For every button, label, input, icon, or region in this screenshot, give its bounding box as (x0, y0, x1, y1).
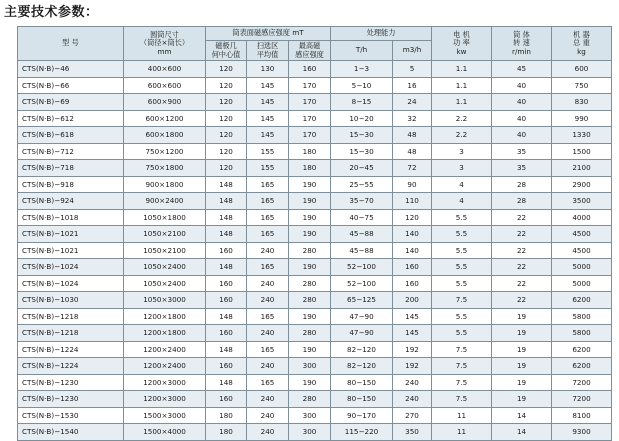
cell-capacity-tph: 47−90 (331, 325, 393, 342)
cell-sweep-average: 240 (247, 358, 289, 375)
cell-model: CTS(N·B)−1530 (18, 407, 124, 424)
cell-capacity-tph: 40−75 (331, 209, 393, 226)
cell-max-induction: 190 (289, 374, 331, 391)
cell-drum-speed: 22 (492, 275, 552, 292)
cell-capacity-tph: 80−150 (331, 391, 393, 408)
cell-max-induction: 280 (289, 292, 331, 309)
cell-motor-power: 1.1 (432, 94, 492, 111)
cell-drum-size: 750×1200 (124, 143, 206, 160)
cell-model: CTS(N·B)−918 (18, 176, 124, 193)
cell-drum-speed: 19 (492, 325, 552, 342)
cell-drum-speed: 40 (492, 94, 552, 111)
cell-machine-weight: 750 (552, 77, 612, 94)
cell-capacity-tph: 90−170 (331, 407, 393, 424)
cell-drum-size: 1200×2400 (124, 358, 206, 375)
cell-model: CTS(N·B)−1018 (18, 209, 124, 226)
header-drum-size (124, 27, 206, 61)
cell-capacity-m3h: 200 (393, 292, 432, 309)
header-sweep-average (247, 41, 289, 61)
cell-capacity-tph: 65−125 (331, 292, 393, 309)
header-capacity-tph: T/h (331, 41, 393, 61)
cell-drum-size: 600×900 (124, 94, 206, 111)
cell-motor-power: 5.5 (432, 308, 492, 325)
cell-capacity-m3h: 32 (393, 110, 432, 127)
cell-machine-weight: 5000 (552, 275, 612, 292)
cell-capacity-m3h: 160 (393, 259, 432, 276)
header-capacity-m3h: m3/h (393, 41, 432, 61)
cell-drum-size: 1050×2100 (124, 242, 206, 259)
cell-capacity-tph: 45−88 (331, 226, 393, 243)
cell-machine-weight: 2100 (552, 160, 612, 177)
cell-capacity-m3h: 5 (393, 61, 432, 78)
cell-capacity-tph: 15−30 (331, 127, 393, 144)
cell-motor-power: 1.1 (432, 61, 492, 78)
cell-machine-weight: 1500 (552, 143, 612, 160)
cell-pole-center: 148 (206, 374, 247, 391)
cell-pole-center: 148 (206, 308, 247, 325)
header-max-induction-line1: 最高磁 (298, 41, 321, 50)
table-row (18, 242, 612, 259)
cell-sweep-average: 165 (247, 193, 289, 210)
cell-sweep-average: 155 (247, 143, 289, 160)
cell-model: CTS(N·B)−1230 (18, 374, 124, 391)
cell-capacity-tph: 20−45 (331, 160, 393, 177)
cell-max-induction: 180 (289, 160, 331, 177)
cell-capacity-m3h: 16 (393, 77, 432, 94)
cell-max-induction: 280 (289, 325, 331, 342)
cell-drum-speed: 22 (492, 292, 552, 309)
cell-motor-power: 7.5 (432, 341, 492, 358)
cell-pole-center: 160 (206, 292, 247, 309)
cell-capacity-m3h: 90 (393, 176, 432, 193)
header-machine-weight (552, 27, 612, 61)
cell-model: CTS(N·B)−612 (18, 110, 124, 127)
table-row (18, 292, 612, 309)
cell-model: CTS(N·B)−69 (18, 94, 124, 111)
cell-drum-speed: 28 (492, 193, 552, 210)
table-row (18, 94, 612, 111)
cell-motor-power: 2.2 (432, 127, 492, 144)
cell-model: CTS(N·B)−1021 (18, 226, 124, 243)
cell-model: CTS(N·B)−1540 (18, 424, 124, 441)
header-motor-line2: 功 率 (453, 38, 470, 48)
header-motor-unit: kw (456, 46, 467, 56)
cell-sweep-average: 145 (247, 110, 289, 127)
cell-max-induction: 170 (289, 77, 331, 94)
cell-sweep-average: 165 (247, 259, 289, 276)
cell-pole-center: 120 (206, 160, 247, 177)
header-motor-line1: 电 机 (453, 29, 470, 39)
cell-pole-center: 180 (206, 407, 247, 424)
cell-motor-power: 4 (432, 193, 492, 210)
cell-sweep-average: 240 (247, 407, 289, 424)
cell-motor-power: 5.5 (432, 259, 492, 276)
cell-drum-speed: 22 (492, 226, 552, 243)
cell-sweep-average: 165 (247, 374, 289, 391)
cell-drum-speed: 19 (492, 308, 552, 325)
technical-parameters-table (17, 26, 612, 441)
cell-capacity-m3h: 145 (393, 308, 432, 325)
table-row (18, 325, 612, 342)
cell-sweep-average: 240 (247, 292, 289, 309)
cell-model: CTS(N·B)−1218 (18, 308, 124, 325)
header-speed-line2: 转 速 (513, 38, 530, 48)
cell-motor-power: 11 (432, 424, 492, 441)
table-row (18, 77, 612, 94)
cell-pole-center: 148 (206, 176, 247, 193)
cell-drum-size: 1050×2100 (124, 226, 206, 243)
cell-drum-speed: 22 (492, 242, 552, 259)
cell-max-induction: 190 (289, 176, 331, 193)
cell-model: CTS(N·B)−718 (18, 160, 124, 177)
cell-drum-size: 1200×2400 (124, 341, 206, 358)
cell-drum-speed: 40 (492, 77, 552, 94)
cell-drum-size: 1050×2400 (124, 259, 206, 276)
cell-capacity-tph: 115−220 (331, 424, 393, 441)
cell-capacity-tph: 5−10 (331, 77, 393, 94)
cell-pole-center: 148 (206, 341, 247, 358)
cell-machine-weight: 1330 (552, 127, 612, 144)
cell-capacity-m3h: 192 (393, 358, 432, 375)
cell-model: CTS(N·B)−1230 (18, 391, 124, 408)
cell-capacity-tph: 25−55 (331, 176, 393, 193)
cell-capacity-tph: 1−3 (331, 61, 393, 78)
cell-pole-center: 148 (206, 226, 247, 243)
header-sweep-average-line2: 平均值 (256, 49, 279, 59)
cell-pole-center: 148 (206, 193, 247, 210)
header-drum-size-unit: mm (157, 46, 172, 56)
cell-drum-size: 1050×3000 (124, 292, 206, 309)
cell-drum-size: 1050×2400 (124, 275, 206, 292)
cell-motor-power: 5.5 (432, 209, 492, 226)
cell-capacity-m3h: 145 (393, 325, 432, 342)
cell-capacity-m3h: 120 (393, 209, 432, 226)
cell-capacity-m3h: 270 (393, 407, 432, 424)
cell-machine-weight: 3500 (552, 193, 612, 210)
table-row (18, 358, 612, 375)
cell-pole-center: 148 (206, 209, 247, 226)
cell-pole-center: 120 (206, 94, 247, 111)
cell-capacity-m3h: 350 (393, 424, 432, 441)
cell-machine-weight: 4500 (552, 226, 612, 243)
section-title: 主要技术参数： (4, 5, 99, 20)
table-row (18, 374, 612, 391)
cell-capacity-m3h: 110 (393, 193, 432, 210)
table-row (18, 143, 612, 160)
cell-pole-center: 120 (206, 61, 247, 78)
header-pole-center (206, 41, 247, 61)
cell-machine-weight: 830 (552, 94, 612, 111)
cell-drum-size: 1200×3000 (124, 391, 206, 408)
header-drum-size-line2: （筒径×筒长） (139, 38, 190, 48)
cell-drum-speed: 19 (492, 341, 552, 358)
cell-capacity-tph: 47−90 (331, 308, 393, 325)
cell-machine-weight: 4000 (552, 209, 612, 226)
cell-capacity-m3h: 48 (393, 143, 432, 160)
cell-max-induction: 280 (289, 242, 331, 259)
cell-drum-speed: 35 (492, 143, 552, 160)
cell-machine-weight: 5800 (552, 325, 612, 342)
cell-sweep-average: 240 (247, 275, 289, 292)
cell-capacity-tph: 82−120 (331, 358, 393, 375)
cell-max-induction: 170 (289, 127, 331, 144)
table-row (18, 226, 612, 243)
cell-max-induction: 180 (289, 143, 331, 160)
cell-drum-size: 1200×3000 (124, 374, 206, 391)
cell-machine-weight: 7200 (552, 391, 612, 408)
cell-sweep-average: 165 (247, 176, 289, 193)
cell-motor-power: 1.1 (432, 77, 492, 94)
cell-pole-center: 160 (206, 275, 247, 292)
cell-model: CTS(N·B)−1224 (18, 358, 124, 375)
cell-drum-speed: 14 (492, 407, 552, 424)
cell-sweep-average: 145 (247, 77, 289, 94)
cell-model: CTS(N·B)−66 (18, 77, 124, 94)
table-row (18, 275, 612, 292)
cell-drum-speed: 19 (492, 391, 552, 408)
cell-drum-speed: 40 (492, 110, 552, 127)
cell-sweep-average: 240 (247, 325, 289, 342)
cell-drum-speed: 19 (492, 374, 552, 391)
cell-drum-speed: 14 (492, 424, 552, 441)
cell-drum-size: 1200×1800 (124, 308, 206, 325)
cell-motor-power: 7.5 (432, 374, 492, 391)
cell-pole-center: 120 (206, 127, 247, 144)
cell-capacity-tph: 45−88 (331, 242, 393, 259)
cell-machine-weight: 6200 (552, 292, 612, 309)
cell-drum-speed: 19 (492, 358, 552, 375)
cell-motor-power: 5.5 (432, 275, 492, 292)
header-pole-center-line1: 磁极几 (215, 41, 237, 50)
cell-machine-weight: 5000 (552, 259, 612, 276)
cell-machine-weight: 8100 (552, 407, 612, 424)
cell-max-induction: 300 (289, 358, 331, 375)
cell-capacity-m3h: 160 (393, 275, 432, 292)
table-row (18, 259, 612, 276)
cell-max-induction: 160 (289, 61, 331, 78)
cell-pole-center: 160 (206, 325, 247, 342)
cell-pole-center: 148 (206, 259, 247, 276)
cell-machine-weight: 990 (552, 110, 612, 127)
header-capacity-group: 处理能力 (331, 27, 432, 41)
table-row (18, 341, 612, 358)
cell-capacity-m3h: 72 (393, 160, 432, 177)
cell-pole-center: 120 (206, 77, 247, 94)
cell-drum-size: 1050×1800 (124, 209, 206, 226)
cell-drum-size: 400×600 (124, 61, 206, 78)
cell-pole-center: 160 (206, 358, 247, 375)
cell-model: CTS(N·B)−618 (18, 127, 124, 144)
cell-pole-center: 120 (206, 143, 247, 160)
cell-pole-center: 160 (206, 242, 247, 259)
cell-drum-size: 900×2400 (124, 193, 206, 210)
header-speed-line1: 筒 体 (513, 29, 530, 39)
cell-pole-center: 180 (206, 424, 247, 441)
cell-max-induction: 280 (289, 275, 331, 292)
table-row (18, 407, 612, 424)
cell-machine-weight: 2900 (552, 176, 612, 193)
cell-motor-power: 7.5 (432, 292, 492, 309)
table-row (18, 308, 612, 325)
cell-capacity-m3h: 240 (393, 374, 432, 391)
cell-motor-power: 2.2 (432, 110, 492, 127)
cell-drum-size: 600×1200 (124, 110, 206, 127)
cell-motor-power: 11 (432, 407, 492, 424)
header-drum-size-line1: 圆筒尺寸 (150, 29, 179, 39)
cell-capacity-m3h: 140 (393, 226, 432, 243)
cell-motor-power: 4 (432, 176, 492, 193)
cell-max-induction: 190 (289, 259, 331, 276)
header-sweep-average-line1: 扫选区 (256, 41, 279, 50)
cell-capacity-m3h: 240 (393, 391, 432, 408)
cell-max-induction: 190 (289, 308, 331, 325)
cell-max-induction: 190 (289, 193, 331, 210)
cell-sweep-average: 165 (247, 341, 289, 358)
cell-capacity-m3h: 48 (393, 127, 432, 144)
cell-capacity-tph: 82−120 (331, 341, 393, 358)
cell-drum-speed: 45 (492, 61, 552, 78)
cell-machine-weight: 6200 (552, 358, 612, 375)
cell-max-induction: 280 (289, 391, 331, 408)
cell-capacity-tph: 52−100 (331, 275, 393, 292)
header-weight-line2: 总 重 (573, 38, 590, 48)
cell-capacity-tph: 80−150 (331, 374, 393, 391)
cell-drum-size: 1200×1800 (124, 325, 206, 342)
cell-pole-center: 160 (206, 391, 247, 408)
cell-sweep-average: 145 (247, 127, 289, 144)
cell-model: CTS(N·B)−1218 (18, 325, 124, 342)
cell-model: CTS(N·B)−46 (18, 61, 124, 78)
table-row (18, 391, 612, 408)
cell-sweep-average: 155 (247, 160, 289, 177)
header-max-induction (289, 41, 331, 61)
cell-motor-power: 5.5 (432, 226, 492, 243)
cell-sweep-average: 165 (247, 209, 289, 226)
cell-machine-weight: 5800 (552, 308, 612, 325)
cell-model: CTS(N·B)−712 (18, 143, 124, 160)
cell-motor-power: 7.5 (432, 358, 492, 375)
cell-machine-weight: 9300 (552, 424, 612, 441)
cell-capacity-m3h: 140 (393, 242, 432, 259)
cell-drum-speed: 40 (492, 127, 552, 144)
cell-max-induction: 190 (289, 226, 331, 243)
cell-max-induction: 170 (289, 94, 331, 111)
header-drum-speed (492, 27, 552, 61)
table-row (18, 160, 612, 177)
header-field-group: 筒表面磁感应强度 mT (206, 27, 331, 41)
cell-model: CTS(N·B)−1024 (18, 275, 124, 292)
cell-drum-speed: 35 (492, 160, 552, 177)
cell-max-induction: 300 (289, 424, 331, 441)
cell-motor-power: 3 (432, 143, 492, 160)
cell-drum-size: 900×1800 (124, 176, 206, 193)
header-weight-unit: kg (577, 46, 586, 56)
cell-sweep-average: 165 (247, 226, 289, 243)
cell-model: CTS(N·B)−1030 (18, 292, 124, 309)
cell-sweep-average: 145 (247, 94, 289, 111)
header-motor-power (432, 27, 492, 61)
cell-max-induction: 300 (289, 407, 331, 424)
cell-sweep-average: 240 (247, 242, 289, 259)
cell-capacity-tph: 35−70 (331, 193, 393, 210)
cell-max-induction: 190 (289, 341, 331, 358)
table-row (18, 193, 612, 210)
cell-sweep-average: 240 (247, 424, 289, 441)
header-pole-center-line2: 何中心值 (211, 49, 241, 59)
table-body (18, 61, 612, 441)
cell-capacity-tph: 52−100 (331, 259, 393, 276)
cell-capacity-tph: 8−15 (331, 94, 393, 111)
header-model: 型 号 (18, 27, 124, 61)
cell-motor-power: 7.5 (432, 391, 492, 408)
table-row (18, 209, 612, 226)
table-row (18, 424, 612, 441)
header-speed-unit: r/min (512, 46, 531, 56)
cell-capacity-m3h: 24 (393, 94, 432, 111)
cell-max-induction: 170 (289, 110, 331, 127)
header-max-induction-line2: 感应强度 (295, 49, 324, 59)
cell-drum-speed: 22 (492, 259, 552, 276)
cell-sweep-average: 240 (247, 391, 289, 408)
cell-machine-weight: 7200 (552, 374, 612, 391)
table-row (18, 176, 612, 193)
cell-model: CTS(N·B)−1024 (18, 259, 124, 276)
cell-motor-power: 5.5 (432, 325, 492, 342)
cell-model: CTS(N·B)−1021 (18, 242, 124, 259)
cell-capacity-m3h: 192 (393, 341, 432, 358)
cell-drum-size: 600×1800 (124, 127, 206, 144)
cell-sweep-average: 130 (247, 61, 289, 78)
cell-motor-power: 5.5 (432, 242, 492, 259)
cell-model: CTS(N·B)−1224 (18, 341, 124, 358)
cell-max-induction: 190 (289, 209, 331, 226)
header-weight-line1: 机 器 (573, 29, 590, 39)
table-row (18, 110, 612, 127)
cell-capacity-tph: 10−20 (331, 110, 393, 127)
cell-drum-speed: 28 (492, 176, 552, 193)
table-row (18, 61, 612, 78)
cell-drum-size: 600×600 (124, 77, 206, 94)
cell-model: CTS(N·B)−924 (18, 193, 124, 210)
cell-motor-power: 3 (432, 160, 492, 177)
cell-machine-weight: 6200 (552, 341, 612, 358)
cell-capacity-tph: 15−30 (331, 143, 393, 160)
cell-drum-size: 1500×3000 (124, 407, 206, 424)
cell-drum-size: 1500×4000 (124, 424, 206, 441)
cell-pole-center: 120 (206, 110, 247, 127)
cell-sweep-average: 165 (247, 308, 289, 325)
cell-drum-speed: 22 (492, 209, 552, 226)
cell-machine-weight: 600 (552, 61, 612, 78)
cell-drum-size: 750×1800 (124, 160, 206, 177)
cell-machine-weight: 4500 (552, 242, 612, 259)
table-row (18, 127, 612, 144)
